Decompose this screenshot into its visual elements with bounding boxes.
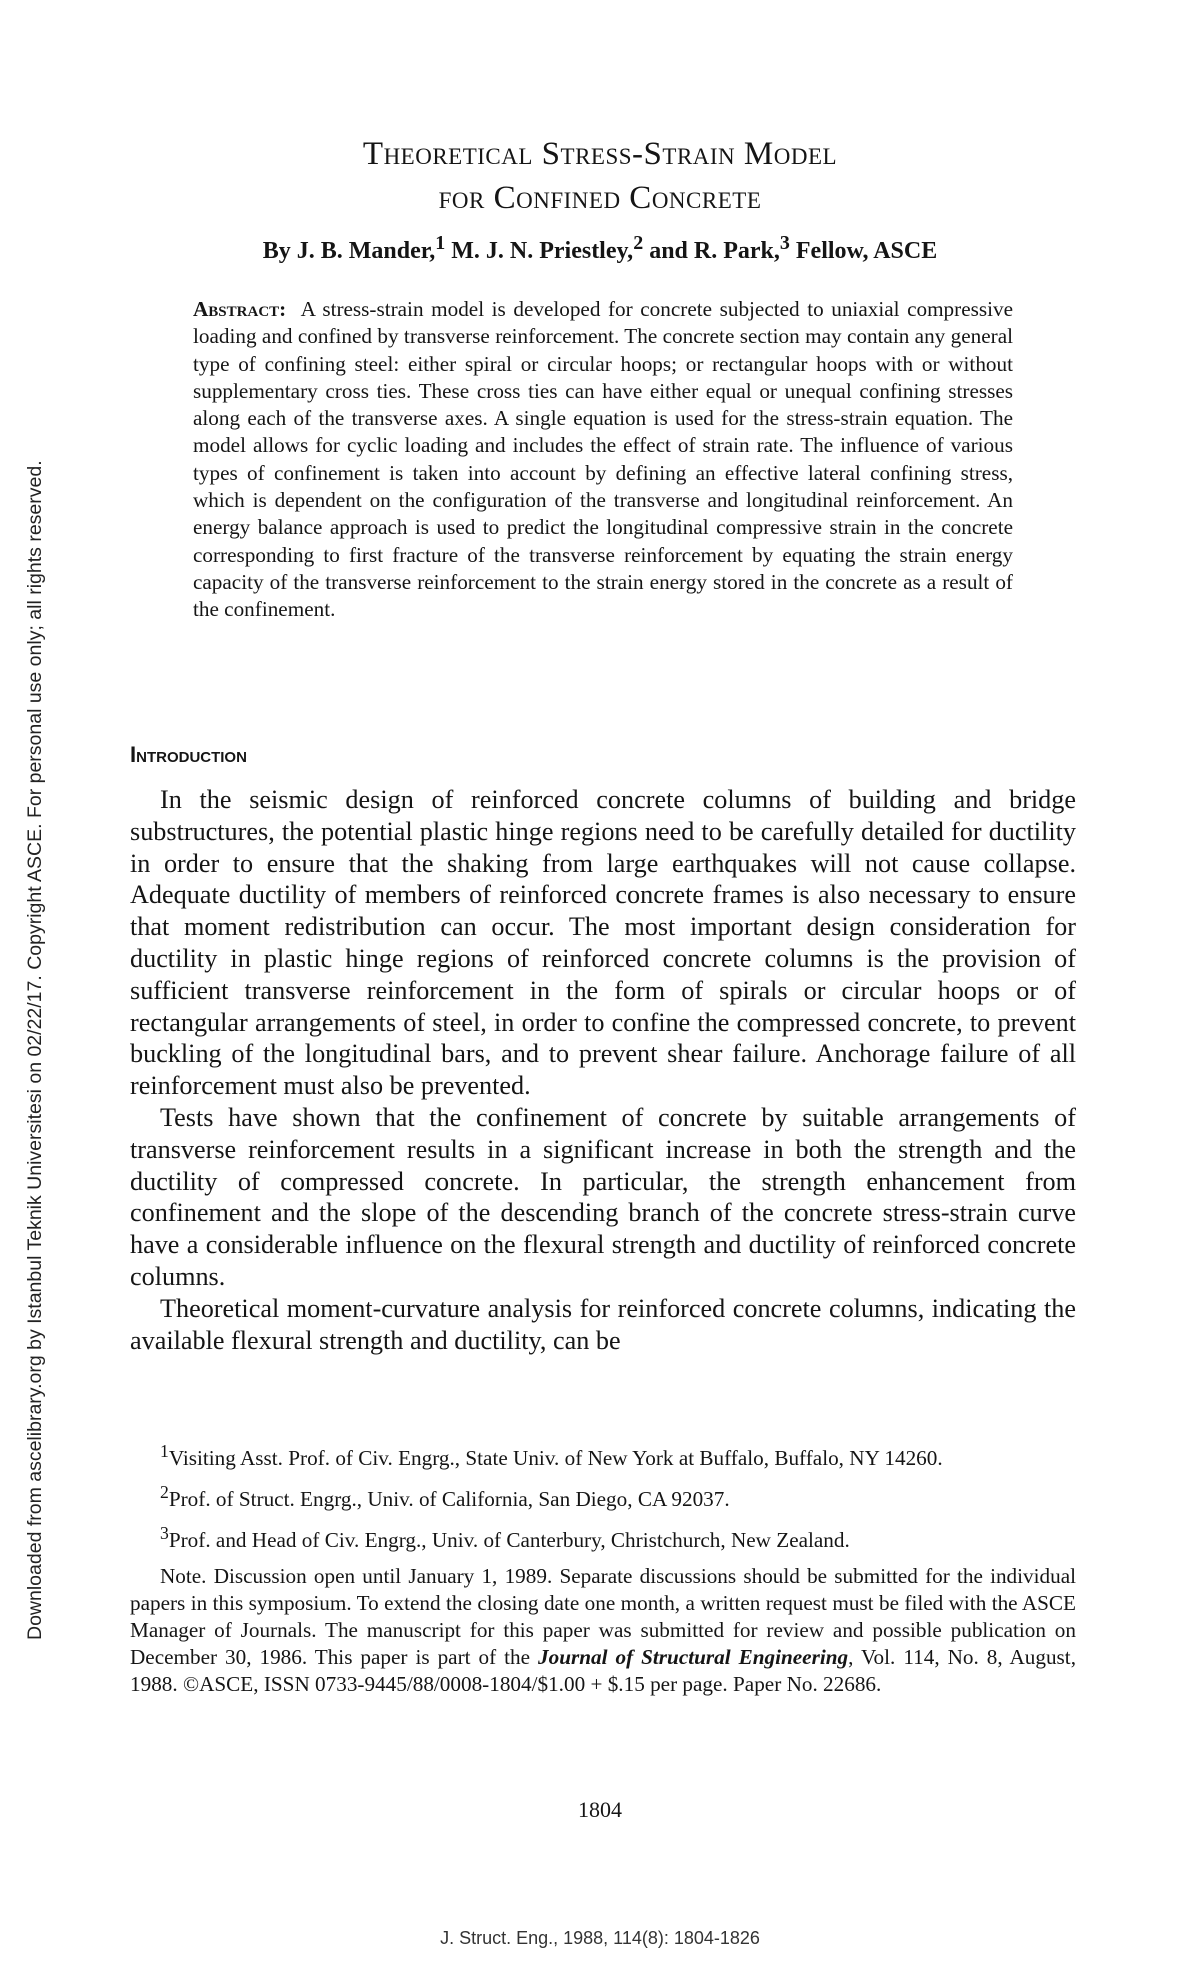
title-line-1: Theoretical Stress-Strain Model: [362, 136, 838, 172]
discussion-note: [130, 1563, 1076, 1698]
paper-title: [130, 132, 1070, 220]
by-label: By: [262, 238, 297, 264]
author-mander: J. B. Mander,: [296, 238, 436, 264]
author-priestley-sup: 2: [633, 232, 644, 254]
footnote-3-marker: 3: [160, 1523, 169, 1544]
title-line-2: for Confined Concrete: [438, 180, 762, 216]
paragraph: Tests have shown that the confinement of concrete by suitable arrangements of transverse reinforcement results in a significant increase in both the strength and the ductility of compressed concrete. In particular, the strength enhancement from confinement and the slope of the descending branch of the concrete stress-strain curve have a considerable influence on the flexural strength and ductility of reinforced concrete columns.: [130, 1102, 1076, 1291]
author-mander-sup: 1: [435, 232, 446, 254]
fellow-designation: Fellow, ASCE: [795, 238, 938, 264]
footnote-3: [130, 1520, 1076, 1554]
footnote-1-text: Visiting Asst. Prof. of Civ. Engrg., State Univ. of New York at Buffalo, Buffalo, NY 14260.: [168, 1446, 943, 1471]
abstract: [193, 296, 1013, 624]
abstract-text: A stress-strain model is developed for concrete subjected to uniaxial compressive loading and confined by transverse reinforcement. The concrete section may contain any general type of confining steel: either spiral or circular hoops; or rectangular hoops with or without supplementary cross ties. These cross ties can have either equal or unequal confining stresses along each of the transverse axes. A single equation is used for the stress-strain equation. The model allows for cyclic loading and includes the effect of strain rate. The influence of various types of confinement is taken into account by defining an effective lateral confining stress, which is dependent on the configuration of the transverse and longitudinal reinforcement. An energy balance approach is used to predict the longitudinal compressive strain in the concrete corresponding to first fracture of the transverse reinforcement by equating the strain energy capacity of the transverse reinforcement to the strain energy stored in the concrete as a result of the confinement.: [193, 297, 1013, 622]
note-text-part2: , Vol. 114, No. 8, August, 1988. ©ASCE, ISSN 0733-9445/88/0008-1804/$1.00 + $.15 per page. Paper No. 22686.: [130, 1645, 1076, 1697]
footnote-2: [130, 1479, 1076, 1513]
and-label: and: [649, 238, 694, 264]
footnotes: [130, 1438, 1076, 1705]
abstract-label: Abstract:: [193, 297, 287, 321]
author-line: [130, 232, 1070, 265]
introduction-body: [130, 784, 1076, 1356]
journal-citation: J. Struct. Eng., 1988, 114(8): 1804-1826: [440, 1928, 760, 1948]
author-park: R. Park,: [693, 238, 780, 264]
download-copyright-stamp: Downloaded from ascelibrary.org by Istanbul Teknik Universitesi on 02/22/17. Copyright ASCE. For personal use only; all rights reserved.: [24, 460, 46, 1640]
author-priestley: M. J. N. Priestley,: [451, 238, 634, 264]
paragraph: Theoretical moment-curvature analysis for reinforced concrete columns, indicating the available flexural strength and ductility, can be: [130, 1293, 1076, 1355]
paragraph: In the seismic design of reinforced concrete columns of building and bridge substructures, the potential plastic hinge regions need to be carefully detailed for ductility in order to ensure that the shaking from large earthquakes will not cause collapse. Adequate ductility of members of reinforced concrete frames is also necessary to ensure that moment redistribution can occur. The most important design consideration for ductility in plastic hinge regions of reinforced concrete columns is the provision of sufficient transverse reinforcement in the form of spirals or circular hoops or of rectangular arrangements of steel, in order to confine the compressed concrete, to prevent buckling of the longitudinal bars, and to prevent shear failure. Anchorage failure of all reinforcement must also be prevented.: [130, 785, 1076, 1101]
footnote-2-marker: 2: [160, 1482, 169, 1503]
author-park-sup: 3: [779, 232, 790, 254]
introduction-heading: Introduction: [130, 742, 247, 767]
footnote-1: [130, 1438, 1076, 1472]
note-text-part1: Note. Discussion open until January 1, 1989. Separate discussions should be submitted for the individual papers in this symposium. To extend the closing date one month, a written request must be filed with the ASCE Manager of Journals. The manuscript for this paper was submitted for review and possible publication on December 30, 1986. This paper is part of the: [130, 1564, 1076, 1670]
footnote-3-text: Prof. and Head of Civ. Engrg., Univ. of Canterbury, Christchurch, New Zealand.: [168, 1528, 850, 1553]
footnote-2-text: Prof. of Struct. Engrg., Univ. of California, San Diego, CA 92037.: [168, 1487, 730, 1512]
journal-name: Journal of Structural Engineering: [538, 1645, 849, 1670]
footnote-1-marker: 1: [160, 1441, 169, 1461]
page-number: 1804: [578, 1797, 622, 1822]
